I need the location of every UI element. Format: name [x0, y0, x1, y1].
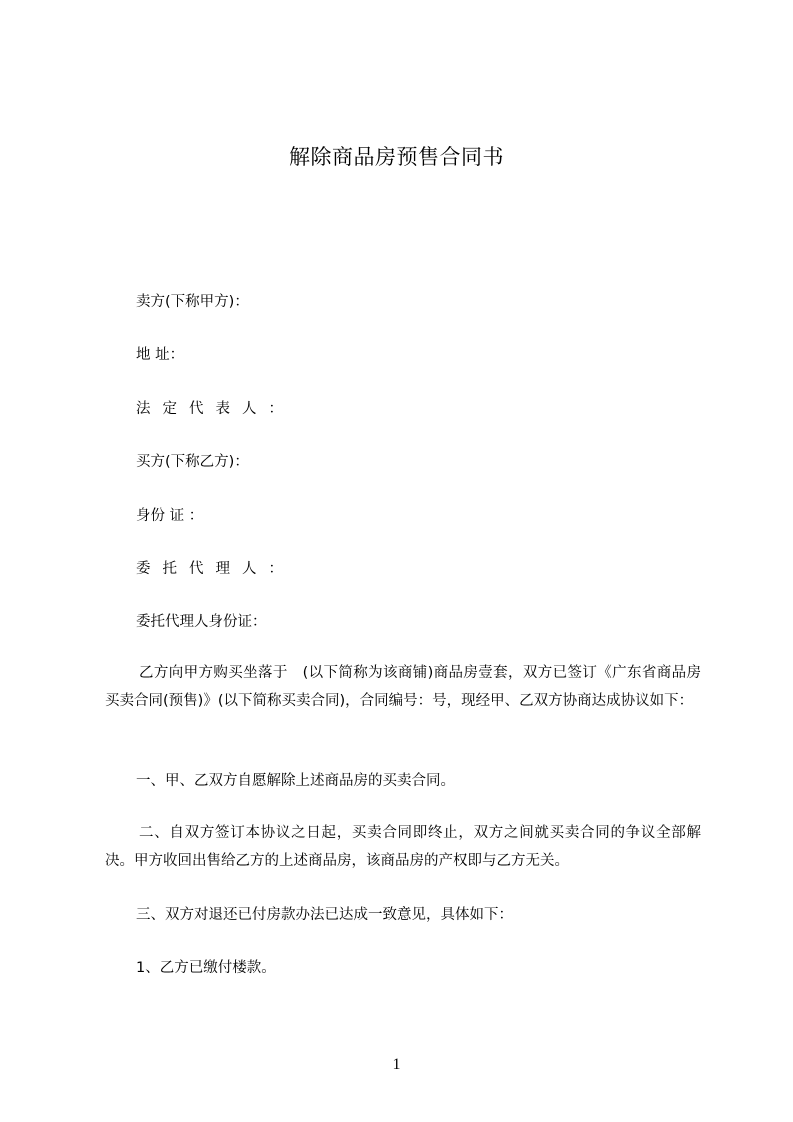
payment-item-1: 1、乙方已缴付楼款。: [136, 960, 276, 976]
document-title: 解除商品房预售合同书: [289, 145, 504, 169]
intro-paragraph: 乙方向甲方购买坐落于 (以下简称为该商铺)商品房壹套，双方已签订《广东省商品房买卖合同(预售)》(以下简称买卖合同)，合同编号：号，现经甲、乙双方协商达成协议如下：: [105, 665, 701, 709]
agent-id-field-label: 委托代理人身份证：: [136, 614, 267, 630]
seller-field-label: 卖方(下称甲方)：: [136, 294, 249, 310]
buyer-field-label: 买方(下称乙方)：: [136, 454, 249, 470]
legal-representative-field-label: 法定代表人：: [136, 401, 295, 417]
clause-3: 三、双方对退还已付房款办法已达成一致意见，具体如下：: [136, 907, 513, 923]
clause-1: 一、甲、乙双方自愿解除上述商品房的买卖合同。: [136, 773, 455, 789]
address-field-label: 地 址：: [136, 347, 185, 363]
clause-2: 二、自双方签订本协议之日起，买卖合同即终止，双方之间就买卖合同的争议全部解决。甲方收回出售给乙方的上述商品房，该商品房的产权即与乙方无关。: [105, 825, 701, 869]
id-card-field-label: 身份 证 ：: [136, 508, 204, 524]
agent-field-label: 委托代理人：: [136, 561, 295, 577]
page-number: 1: [392, 1056, 401, 1073]
